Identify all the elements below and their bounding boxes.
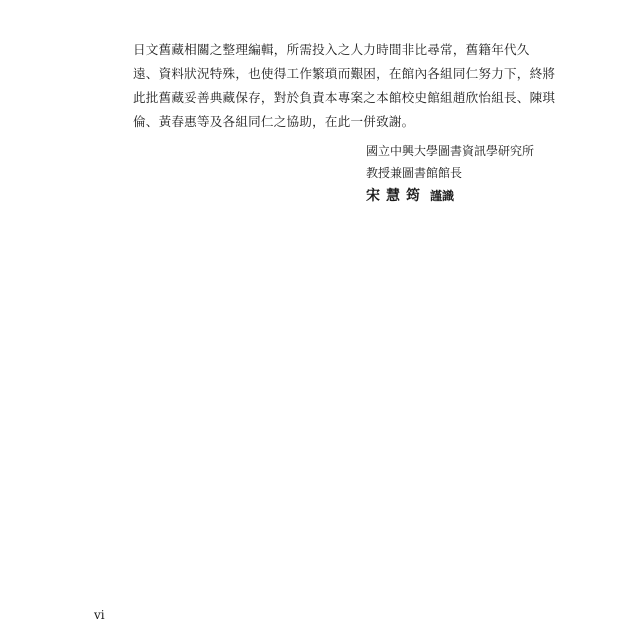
signature-closing: 謹識: [430, 189, 455, 203]
paragraph-line: 日文舊藏相關之整理編輯，所需投入之人力時間非比尋常，舊籍年代久: [133, 42, 530, 57]
signature-position: 教授兼圖書館館長: [366, 166, 463, 180]
paragraph-line: 遠、資料狀況特殊，也使得工作繁瑣而艱困，在館內各組同仁努力下，終將: [133, 66, 556, 81]
signature-name: 宋慧筠: [366, 188, 426, 204]
page-number: vi: [94, 608, 105, 622]
acknowledgement-paragraph: [133, 38, 556, 134]
signature-affiliation: 國立中興大學圖書資訊學研究所: [366, 144, 535, 158]
signature-name-row: [366, 185, 566, 207]
paragraph-line: 倫、黃春惠等及各組同仁之協助，在此一併致謝。: [133, 114, 415, 129]
paragraph-line: 此批舊藏妥善典藏保存，對於負責本專案之本館校史館組趙欣怡組長、陳琪: [133, 90, 556, 105]
signature-block: [366, 140, 566, 207]
